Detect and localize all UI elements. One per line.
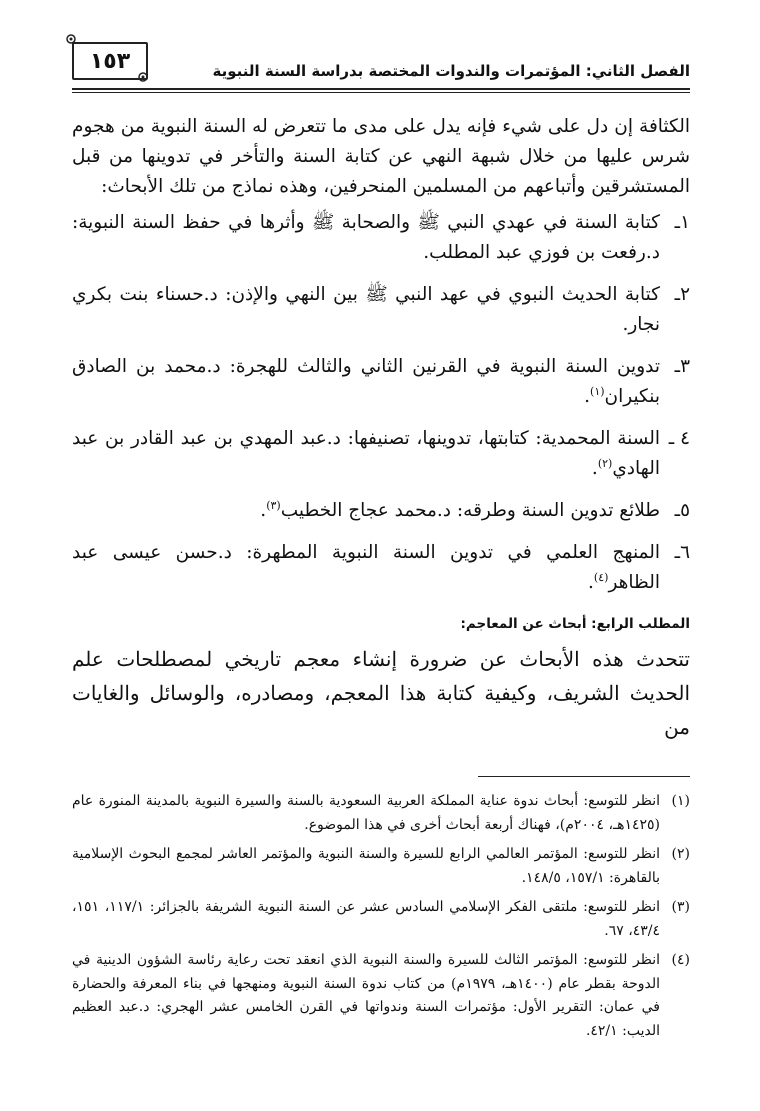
- footnote-text: انظر للتوسع: أبحاث ندوة عناية المملكة العربية السعودية بالسنة والسيرة النبوية بالمدينة المنورة عام (١٤٢٥هـ، ٢٠٠٤م)، فهناك أربعة أبحاث أخرى في هذا الموضوع.: [72, 793, 660, 833]
- list-item: [72, 280, 690, 340]
- footnote-text: انظر للتوسع: المؤتمر العالمي الرابع للسيرة والسنة النبوية والمؤتمر العاشر لمجمع البحوث الإسلامية بالقاهرة: ١٥٧/١، ١٤٨/٥.: [72, 846, 660, 886]
- list-text-end: .: [584, 386, 591, 407]
- chapter-title: الفصل الثاني: المؤتمرات والندوات المختصة بدراسة السنة النبوية: [212, 62, 690, 80]
- footnote: [72, 896, 690, 943]
- header-rule: [72, 88, 690, 93]
- corner-ornament-icon: [64, 32, 78, 46]
- section-paragraph: تتحدث هذه الأبحاث عن ضرورة إنشاء معجم تاريخي لمصطلحات علم الحديث الشريف، وكيفية كتابة هذا المعجم، ومصادره، والوسائل والغايات من: [72, 647, 690, 739]
- list-item: [72, 538, 690, 598]
- list-item: [72, 496, 690, 526]
- research-list: [72, 208, 690, 598]
- list-number: ٢ـ: [674, 284, 690, 305]
- footnote: [72, 843, 690, 890]
- intro-paragraph: الكثافة إن دل على شيء فإنه يدل على مدى ما تتعرض له السنة النبوية من هجوم شرس عليها من خلال شبهة النهي عن كتابة السنة والتأخر في تدوينها من قبل المستشرقين وأتباعهم من المسلمين المنحرفين، وهذه نماذج من تلك الأبحاث:: [72, 116, 691, 197]
- list-text: السنة المحمدية: كتابتها، تدوينها، تصنيفها: د.عبد المهدي بن عبد القادر بن عبد الهادي: [72, 428, 660, 479]
- list-number: ٥ـ: [674, 500, 690, 521]
- footnote-separator: [478, 776, 690, 777]
- list-text-end: .: [591, 458, 598, 479]
- list-text-end: .: [260, 500, 267, 521]
- footnote-ref[interactable]: (٣): [266, 498, 281, 512]
- footnote-text: انظر للتوسع: المؤتمر الثالث للسيرة والسنة النبوية الذي انعقد تحت رعاية رئاسة الشؤون الدينية في الدوحة بقطر عام (١٤٠٠هـ، ١٩٧٩م) من كتاب ندوة السنة النبوية ومنهجها في بناء المعرفة والحضارة في عمان: التقرير الأول: مؤتمرات السنة وندواتها في القرن الخامس عشر الهجري: د.عبد العظيم الديب: ٤٢/١.: [72, 952, 661, 1039]
- footnote-ref[interactable]: (٤): [593, 570, 609, 584]
- footnote-number: (٣): [671, 899, 690, 915]
- footnote-number: (١): [671, 793, 690, 809]
- list-text: طلائع تدوين السنة وطرقه: د.محمد عجاج الخطيب: [280, 500, 660, 521]
- footnote: [72, 790, 690, 837]
- list-number: ٤ ـ: [668, 428, 690, 449]
- footnotes: [72, 790, 690, 1049]
- list-item: [72, 352, 690, 412]
- footnote-ref[interactable]: (١): [590, 384, 605, 398]
- list-number: ٦ـ: [674, 542, 690, 563]
- footnote-ref[interactable]: (٢): [597, 456, 613, 470]
- list-number: ٣ـ: [674, 356, 690, 377]
- list-text: المنهج العلمي في تدوين السنة النبوية المطهرة: د.حسن عيسى عبد الظاهر: [72, 542, 660, 593]
- footnote-number: (٤): [671, 952, 690, 968]
- running-header: [72, 42, 690, 90]
- list-text: كتابة الحديث النبوي في عهد النبي ﷺ بين النهي والإذن: د.حسناء بنت بكري نجار.: [72, 284, 660, 335]
- footnote-number: (٢): [671, 846, 690, 862]
- list-number: ١ـ: [674, 212, 690, 233]
- list-text: تدوين السنة النبوية في القرنين الثاني والثالث للهجرة: د.محمد بن الصادق بنكيران: [72, 356, 660, 407]
- section-heading: المطلب الرابع: أبحاث عن المعاجم:: [460, 616, 690, 632]
- corner-ornament-icon: [136, 70, 150, 84]
- page-number: ١٥٣: [89, 48, 131, 74]
- list-item: [72, 208, 690, 268]
- list-text-end: .: [588, 572, 594, 593]
- list-item: [72, 424, 690, 484]
- footnote: [72, 949, 690, 1043]
- list-text: كتابة السنة في عهدي النبي ﷺ والصحابة ﷺ وأثرها في حفظ السنة النبوية: د.رفعت بن فوزي عبد المطلب.: [72, 212, 660, 263]
- footnote-text: انظر للتوسع: ملتقى الفكر الإسلامي السادس عشر عن السنة النبوية الشريفة بالجزائر: ١١٧/١، ١٥١، ٤٣/٤، ٦٧.: [72, 899, 661, 939]
- main-text: [72, 112, 690, 744]
